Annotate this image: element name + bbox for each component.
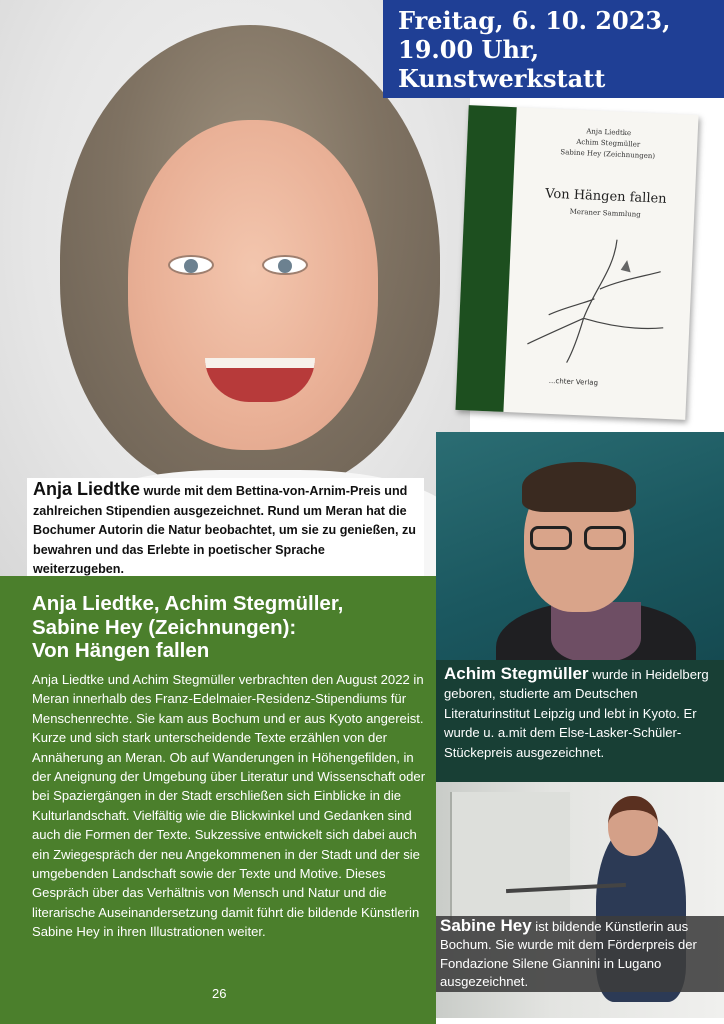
book-author-1: Anja Liedtke	[586, 127, 632, 138]
book-author-3: Sabine Hey (Zeichnungen)	[560, 148, 656, 161]
article-heading-line-2: Sabine Hey (Zeichnungen):	[32, 615, 297, 639]
anja-caption-text: wurde mit dem Bettina-von-Arnim-Preis und zahlreichen Stipendien ausgezeichnet. Rund um Meran hat die Bochumer Autorin die Natur beobachtet, um sie zu genießen, zu bewahren und das Erlebte in poetischer Sprache weiterzugeben.	[33, 484, 416, 576]
book-illustration	[521, 226, 677, 372]
event-date-banner	[383, 0, 724, 98]
page-number: 26	[212, 986, 227, 1001]
book-publisher: ...chter Verlag	[548, 376, 599, 388]
article-section	[0, 576, 436, 1024]
achim-stegmueller-photo	[436, 432, 724, 660]
event-time: 19.00 Uhr,	[398, 35, 540, 64]
achim-name: Achim Stegmüller	[444, 664, 589, 683]
article-heading	[32, 592, 432, 663]
book-cover	[455, 105, 698, 420]
sabine-artwork-wall	[450, 792, 570, 922]
article-heading-line-3: Von Hängen fallen	[32, 639, 210, 662]
article-body: Anja Liedtke und Achim Stegmüller verbrachten den August 2022 in Meran innerhalb des Franz-Edelmaier-Residenz-Stipendiums für Menschenrechte. Sie kam aus Bochum und er aus Kyoto angereist. Kurze und sich stark unterscheidende Texte erzählen von der Annäherung an Meran. Ob auf Wanderungen in Höhengefilden, in der Aneignung der Umgebung über Literatur und Wissenschaft oder bei Spaziergängen in der Stadt erschließen sich Einblicke in die Kulturlandschaft. Vielfältig wie die Blickwinkel und Gedanken sind auch die Formen der Texte. Sukzessive entwickelt sich dabei auch ein Zwiegespräch der neu Angekommenen in der Stadt und der sie umgebenden Landschaft sowie der Texte und Motive. Dieses Gespräch über das Verhältnis von Mensch und Natur und die literarische Auseinandersetzung damit führt die bildende Künstlerin Sabine Hey in ihren Illustrationen weiter.	[32, 672, 426, 940]
book-authors	[523, 124, 694, 164]
anja-name: Anja Liedtke	[33, 479, 141, 499]
book-author-2: Achim Stegmüller	[576, 137, 641, 149]
achim-glasses	[530, 526, 630, 552]
sabine-face	[608, 796, 658, 856]
portrait-left-eye	[168, 255, 214, 275]
achim-caption	[436, 660, 724, 782]
event-date: Freitag, 6. 10. 2023,	[398, 6, 671, 35]
book-subtitle: Meraner Sammlung	[569, 207, 641, 219]
book-title: Von Hängen fallen	[544, 186, 667, 207]
article-heading-line-1: Anja Liedtke, Achim Stegmüller,	[32, 592, 344, 615]
event-venue: Kunstwerkstatt	[398, 64, 606, 93]
anja-caption	[27, 478, 424, 578]
sabine-caption	[436, 916, 724, 992]
sabine-caption-text: ist bildende Künstlerin aus Bochum. Sie wurde mit dem Förderpreis der Fondazione Silene Giannini in Lugano ausgezeichnet.	[440, 919, 697, 989]
achim-hair	[522, 462, 636, 512]
portrait-right-eye	[262, 255, 308, 275]
achim-caption-text: wurde in Heidelberg geboren, studierte am Deutschen Literaturinstitut Leipzig und lebt in Kyoto. Er wurde u. a.mit dem Else-Lasker-Schüler-Stückepreis ausgezeichnet.	[444, 667, 709, 760]
sabine-name: Sabine Hey	[440, 916, 532, 935]
